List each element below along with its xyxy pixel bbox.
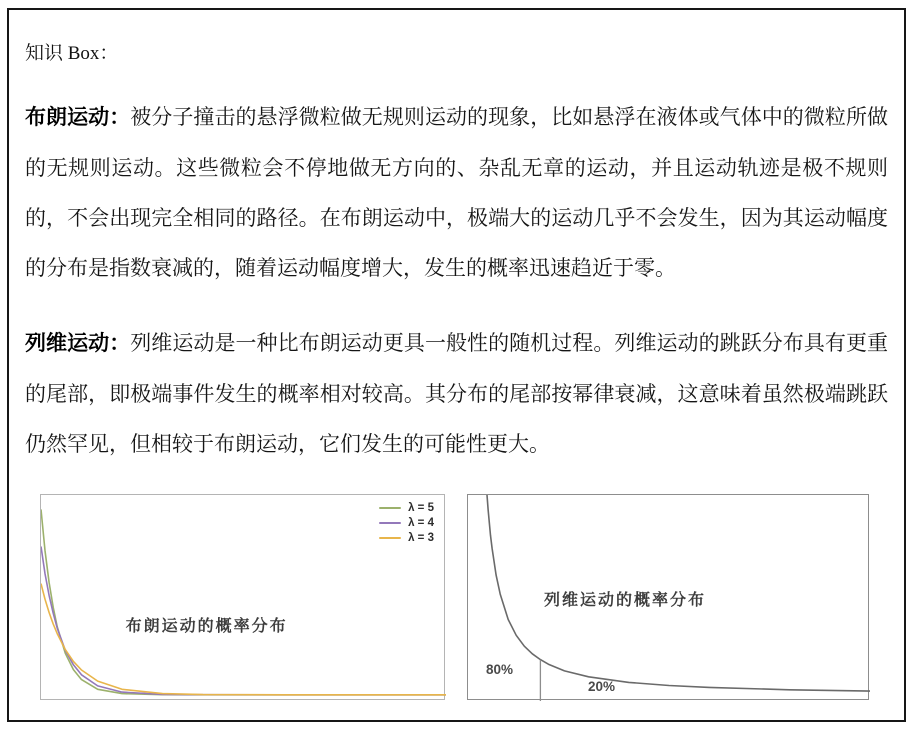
page-title: 知识 Box： <box>25 43 119 64</box>
legend-label-lambda-5: λ = 5 <box>408 502 434 514</box>
paragraph-levy-lead: 列维运动： <box>25 332 131 355</box>
legend-item-lambda-5 <box>379 502 434 514</box>
legend-label-lambda-3: λ = 3 <box>408 532 434 544</box>
legend-swatch-lambda-4 <box>379 522 401 524</box>
paragraph-brownian-lead: 布朗运动： <box>25 106 131 129</box>
legend-item-lambda-3 <box>379 532 434 544</box>
legend-swatch-lambda-3 <box>379 537 401 539</box>
paragraph-levy-body: 列维运动是一种比布朗运动更具一般性的随机过程。列维运动的跳跃分布具有更重的尾部，即极端事件发生的概率相对较高。其分布的尾部按幂律衰减，这意味着虽然极端跳跃仍然罕见，但相较于布朗运动，它们发生的可能性更大。 <box>25 331 888 456</box>
paragraph-levy-motion <box>25 318 888 469</box>
brownian-distribution-chart <box>40 494 445 700</box>
levy-distribution-chart <box>467 494 869 700</box>
legend-swatch-lambda-5 <box>379 507 401 509</box>
brownian-chart-legend <box>379 502 434 544</box>
paragraph-brownian-body: 被分子撞击的悬浮微粒做无规则运动的现象，比如悬浮在液体或气体中的微粒所做的无规则运动。这些微粒会不停地做无方向的、杂乱无章的运动，并且运动轨迹是极不规则的，不会出现完全相同的路径。在布朗运动中，极端大的运动几乎不会发生，因为其运动幅度的分布是指数衰减的，随着运动幅度增大，发生的概率迅速趋近于零。 <box>25 105 888 280</box>
levy-chart-title: 列维运动的概率分布 <box>544 591 707 609</box>
legend-item-lambda-4 <box>379 517 434 529</box>
levy-head-percent-label: 80% <box>486 662 514 678</box>
levy-tail-percent-label: 20% <box>588 678 616 694</box>
paragraph-brownian-motion <box>25 92 888 293</box>
legend-label-lambda-4: λ = 4 <box>408 517 434 529</box>
brownian-chart-title: 布朗运动的概率分布 <box>125 618 288 636</box>
